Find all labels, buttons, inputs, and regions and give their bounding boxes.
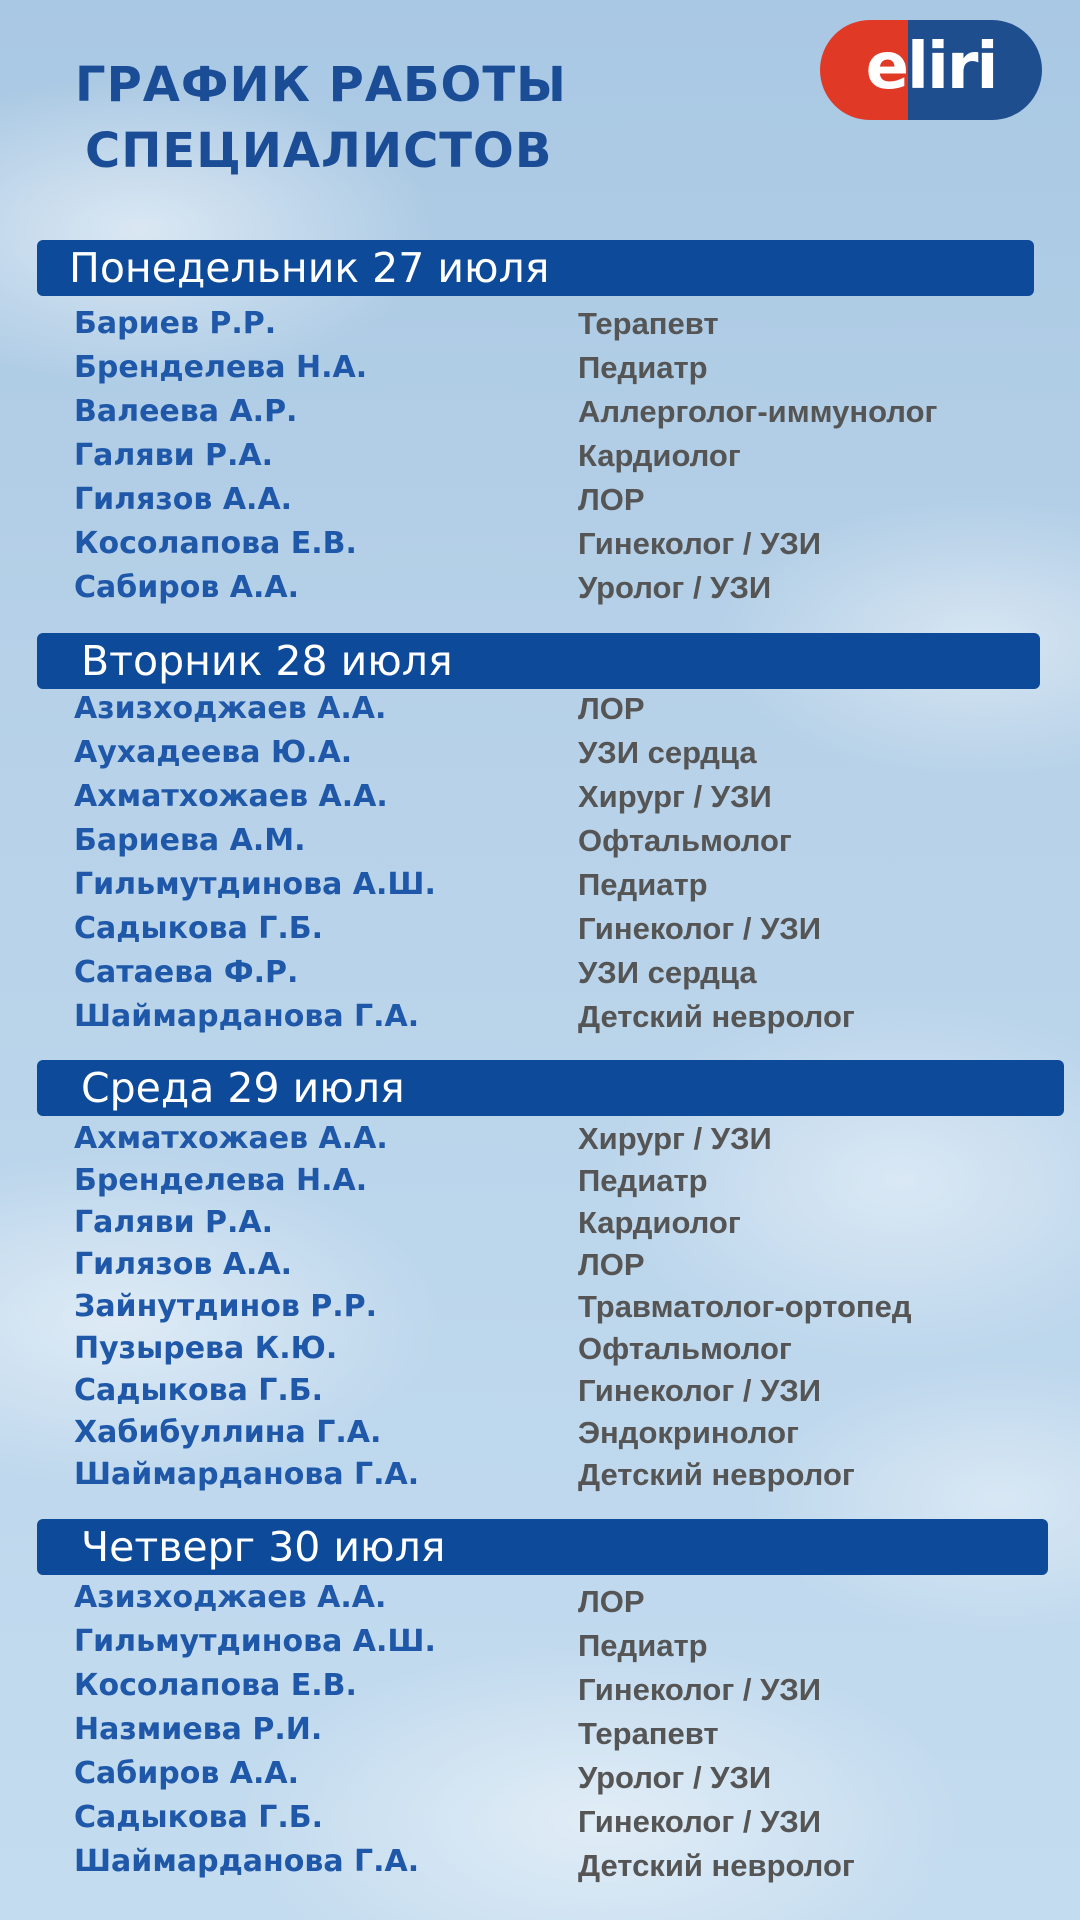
specialty: Кардиолог: [578, 1205, 741, 1240]
specialist-name: Азизходжаев А.А.: [74, 691, 387, 726]
specialist-name: Гилязов А.А.: [74, 1247, 293, 1282]
specialty: Педиатр: [578, 867, 708, 902]
specialty: Гинеколог / УЗИ: [578, 526, 822, 561]
specialist-name: Косолапова Е.В.: [74, 1668, 357, 1703]
specialty: Аллерголог-иммунолог: [578, 394, 938, 429]
day-label: Понедельник 27 июля: [69, 244, 550, 292]
schedule-row: [0, 1159, 1080, 1203]
specialty: Педиатр: [578, 350, 708, 385]
schedule-row: [0, 995, 1080, 1039]
specialist-name: Назмиева Р.И.: [74, 1712, 323, 1747]
schedule-row: [0, 1796, 1080, 1840]
specialty: ЛОР: [578, 691, 645, 726]
specialty: Детский невролог: [578, 1848, 855, 1883]
specialist-name: Сабиров А.А.: [74, 1756, 299, 1791]
specialty: Терапевт: [578, 306, 719, 341]
specialist-name: Пузырева К.Ю.: [74, 1331, 338, 1366]
specialist-name: Галяви Р.А.: [74, 1205, 274, 1240]
specialist-name: Сатаева Ф.Р.: [74, 955, 299, 990]
specialty: Эндокринолог: [578, 1415, 799, 1450]
specialty: Гинеколог / УЗИ: [578, 1672, 822, 1707]
schedule-row: [0, 819, 1080, 863]
schedule-row: [0, 1201, 1080, 1245]
specialist-name: Галяви Р.А.: [74, 438, 274, 473]
specialty: УЗИ сердца: [578, 735, 757, 770]
specialty: Гинеколог / УЗИ: [578, 1373, 822, 1408]
page-title-line-1: ГРАФИК РАБОТЫ: [75, 57, 567, 113]
specialist-name: Садыкова Г.Б.: [74, 911, 324, 946]
schedule-row: [0, 434, 1080, 478]
specialty: Терапевт: [578, 1716, 719, 1751]
specialty: Хирург / УЗИ: [578, 1121, 772, 1156]
schedule-row: [0, 1664, 1080, 1708]
specialist-name: Садыкова Г.Б.: [74, 1800, 324, 1835]
specialist-name: Гильмутдинова А.Ш.: [74, 1624, 436, 1659]
specialist-name: Шаймарданова Г.А.: [74, 999, 420, 1034]
schedule-row: [0, 478, 1080, 522]
specialist-name: Азизходжаев А.А.: [74, 1580, 387, 1615]
specialty: Педиатр: [578, 1628, 708, 1663]
specialist-name: Бренделева Н.А.: [74, 1163, 368, 1198]
schedule-row: [0, 1327, 1080, 1371]
schedule-row: [0, 346, 1080, 390]
day-label: Четверг 30 июля: [81, 1523, 446, 1571]
specialist-name: Валеева А.Р.: [74, 394, 298, 429]
schedule-row: [0, 1620, 1080, 1664]
specialty: УЗИ сердца: [578, 955, 757, 990]
schedule-row: [0, 390, 1080, 434]
eliri-logo: [820, 20, 1042, 120]
specialist-name: Ахматхожаев А.А.: [74, 779, 388, 814]
specialty: Гинеколог / УЗИ: [578, 1804, 822, 1839]
specialty: ЛОР: [578, 482, 645, 517]
page-title-line-2: СПЕЦИАЛИСТОВ: [85, 123, 553, 179]
specialist-name: Бренделева Н.А.: [74, 350, 368, 385]
specialist-name: Садыкова Г.Б.: [74, 1373, 324, 1408]
day-header-bar: [37, 633, 1040, 689]
specialist-name: Гилязов А.А.: [74, 482, 293, 517]
specialist-name: Зайнутдинов Р.Р.: [74, 1289, 378, 1324]
schedule-row: [0, 1285, 1080, 1329]
specialist-name: Бариев Р.Р.: [74, 306, 277, 341]
specialist-name: Бариева А.М.: [74, 823, 306, 858]
schedule-row: [0, 1243, 1080, 1287]
schedule-row: [0, 1369, 1080, 1413]
specialty: Детский невролог: [578, 1457, 855, 1492]
specialty: Хирург / УЗИ: [578, 779, 772, 814]
specialty: ЛОР: [578, 1247, 645, 1282]
specialty: Уролог / УЗИ: [578, 570, 772, 605]
schedule-row: [0, 1840, 1080, 1884]
day-header-bar: [37, 1519, 1048, 1575]
schedule-row: [0, 775, 1080, 819]
page-title: [75, 52, 567, 184]
specialist-name: Косолапова Е.В.: [74, 526, 357, 561]
schedule-row: [0, 731, 1080, 775]
schedule-row: [0, 522, 1080, 566]
specialty: Офтальмолог: [578, 1331, 792, 1366]
specialist-name: Сабиров А.А.: [74, 570, 299, 605]
specialty: Кардиолог: [578, 438, 741, 473]
day-header-bar: [37, 1060, 1064, 1116]
specialty: Офтальмолог: [578, 823, 792, 858]
schedule-row: [0, 687, 1080, 731]
specialty: Педиатр: [578, 1163, 708, 1198]
specialist-name: Ахматхожаев А.А.: [74, 1121, 388, 1156]
day-label: Вторник 28 июля: [81, 637, 453, 685]
schedule-row: [0, 863, 1080, 907]
specialty: Уролог / УЗИ: [578, 1760, 772, 1795]
schedule-row: [0, 1411, 1080, 1455]
schedule-row: [0, 302, 1080, 346]
schedule-row: [0, 1708, 1080, 1752]
specialist-name: Шаймарданова Г.А.: [74, 1457, 420, 1492]
schedule-row: [0, 1453, 1080, 1497]
schedule-row: [0, 1752, 1080, 1796]
specialty: ЛОР: [578, 1584, 645, 1619]
specialist-name: Шаймарданова Г.А.: [74, 1844, 420, 1879]
logo-text: eliri: [865, 30, 997, 104]
specialist-name: Гильмутдинова А.Ш.: [74, 867, 436, 902]
schedule-row: [0, 1576, 1080, 1620]
schedule-row: [0, 907, 1080, 951]
specialty: Травматолог-ортопед: [578, 1289, 912, 1324]
schedule-row: [0, 1117, 1080, 1161]
day-label: Среда 29 июля: [81, 1064, 405, 1112]
day-header-bar: [37, 240, 1034, 296]
specialist-name: Аухадеева Ю.А.: [74, 735, 353, 770]
schedule-row: [0, 951, 1080, 995]
specialty: Детский невролог: [578, 999, 855, 1034]
schedule-row: [0, 566, 1080, 610]
specialty: Гинеколог / УЗИ: [578, 911, 822, 946]
specialist-name: Хабибуллина Г.А.: [74, 1415, 382, 1450]
